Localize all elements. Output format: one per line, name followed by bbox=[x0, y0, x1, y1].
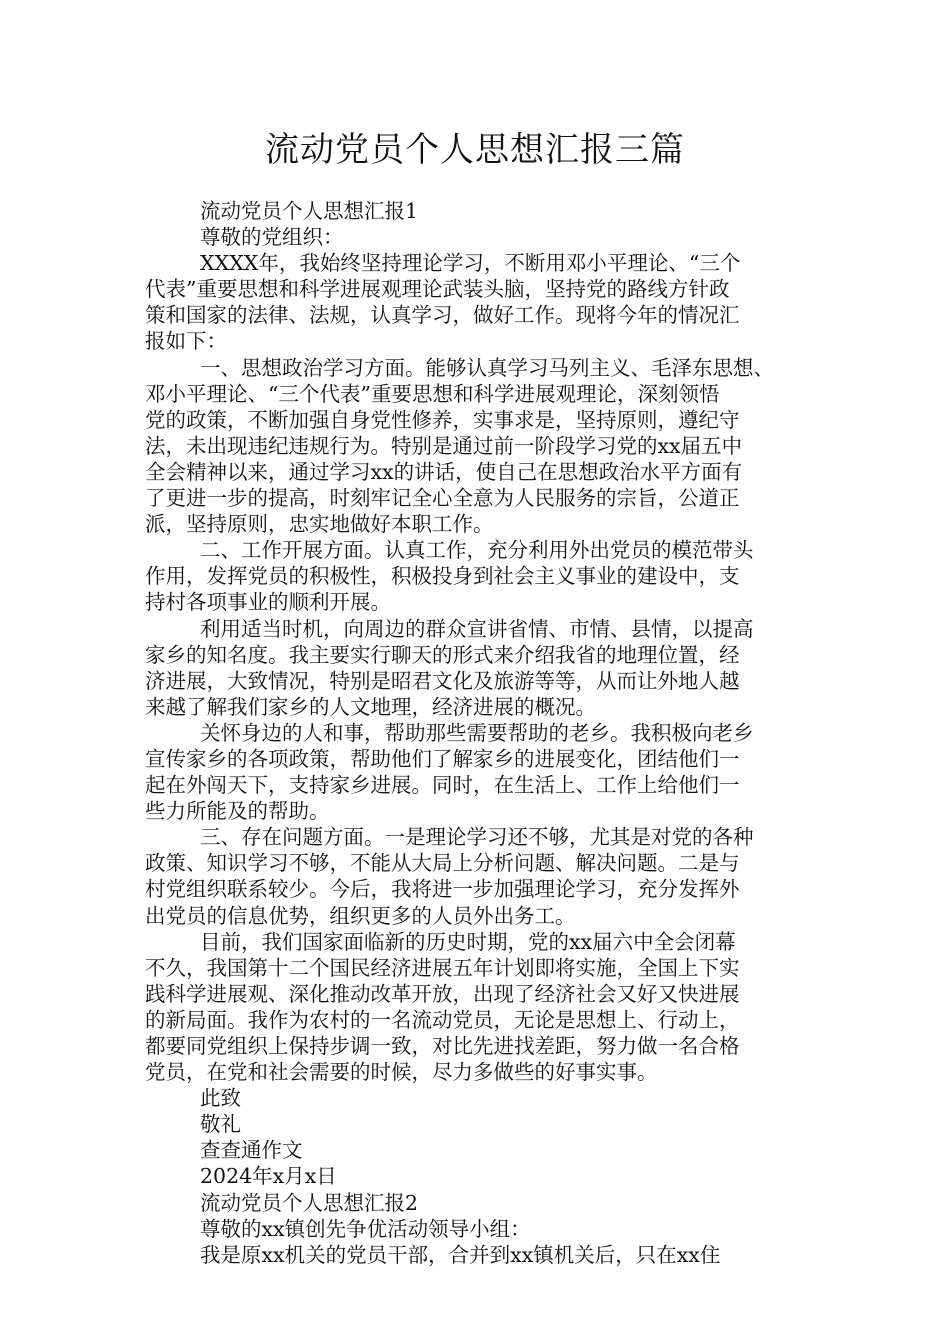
text-line: 不久，我国第十二个国民经济进展五年计划即将实施，全国上下实 bbox=[145, 955, 740, 980]
text-line: 党的政策，不断加强自身党性修养，实事求是，坚持原则，遵纪守 bbox=[145, 407, 740, 432]
text-line: 策和国家的法律、法规，认真学习，做好工作。现将今年的情况汇 bbox=[145, 303, 740, 328]
text-line: 法，未出现违纪违规行为。特别是通过前一阶段学习党的xx届五中 bbox=[145, 433, 743, 458]
text-line: 作用，发挥党员的积极性，积极投身到社会主义事业的建设中，支 bbox=[145, 564, 740, 589]
text-line: 流动党员个人思想汇报1 bbox=[200, 199, 419, 223]
text-line: 目前，我们国家面临新的历史时期，党的xx届六中全会闭幕 bbox=[200, 929, 736, 954]
text-line: 一、思想政治学习方面。能够认真学习马列主义、毛泽东思想、 bbox=[200, 355, 774, 380]
text-line: 济进展，大致情况，特别是昭君文化及旅游等等，从而让外地人越 bbox=[145, 668, 740, 693]
text-line: 宣传家乡的各项政策，帮助他们了解家乡的进展变化，团结他们一 bbox=[145, 746, 740, 771]
text-line: 都要同党组织上保持步调一致，对比先进找差距，努力做一名合格 bbox=[145, 1034, 740, 1058]
text-line: 些力所能及的帮助。 bbox=[145, 799, 330, 824]
text-line: 我是原xx机关的党员干部，合并到xx镇机关后，只在xx住 bbox=[200, 1242, 721, 1267]
text-line: 利用适当时机，向周边的群众宣讲省情、市情、县情，以提高 bbox=[200, 616, 754, 641]
text-line: 了更进一步的提高，时刻牢记全心全意为人民服务的宗旨，公道正 bbox=[145, 486, 740, 511]
text-line: 出党员的信息优势，组织更多的人员外出务工。 bbox=[145, 903, 576, 928]
text-line: 起在外闯天下，支持家乡进展。同时，在生活上、工作上给他们一 bbox=[145, 773, 740, 798]
text-line: 的新局面。我作为农村的一名流动党员，无论是思想上、行动上， bbox=[145, 1007, 740, 1032]
text-line: 全会精神以来，通过学习xx的讲话，使自己在思想政治水平方面有 bbox=[145, 459, 743, 484]
text-line: 派，坚持原则，忠实地做好本职工作。 bbox=[145, 512, 494, 537]
text-line: 党员，在党和社会需要的时候，尽力多做些的好事实事。 bbox=[145, 1060, 658, 1085]
text-line: 关怀身边的人和事，帮助那些需要帮助的老乡。我积极向老乡 bbox=[200, 720, 754, 745]
text-line: 持村各项事业的顺利开展。 bbox=[145, 590, 391, 615]
text-line: 二、工作开展方面。认真工作，充分利用外出党员的模范带头 bbox=[200, 538, 754, 563]
text-line: 家乡的知名度。我主要实行聊天的形式来介绍我省的地理位置，经 bbox=[145, 642, 740, 667]
text-line: 代表”重要思想和科学进展观理论武装头脑，坚持党的路线方针政 bbox=[145, 277, 730, 302]
text-line: 村党组织联系较少。今后，我将进一步加强理论学习，充分发挥外 bbox=[145, 877, 740, 902]
text-line: XXXX年，我始终坚持理论学习，不断用邓小平理论、“三个 bbox=[200, 251, 741, 276]
text-line: 尊敬的党组织： bbox=[200, 225, 344, 250]
text-line: 报如下： bbox=[145, 329, 227, 354]
text-line: 邓小平理论、“三个代表”重要思想和科学进展观理论，深刻领悟 bbox=[145, 381, 720, 406]
text-line: 来越了解我们家乡的人文地理，经济进展的概况。 bbox=[145, 694, 596, 719]
document-title: 流动党员个人思想汇报三篇 bbox=[265, 130, 685, 170]
text-line: 尊敬的xx镇创先争优活动领导小组： bbox=[200, 1216, 531, 1241]
text-line: 践科学进展观、深化推动改革开放，出现了经济社会又好又快进展 bbox=[145, 981, 740, 1006]
text-line: 查查通作文 bbox=[200, 1138, 303, 1163]
text-line: 三、存在问题方面。一是理论学习还不够，尤其是对党的各种 bbox=[200, 825, 754, 850]
text-line: 2024年x月x日 bbox=[200, 1164, 337, 1189]
text-line: 政策、知识学习不够，不能从大局上分析问题、解决问题。二是与 bbox=[145, 851, 740, 876]
text-line: 此致 bbox=[200, 1086, 241, 1111]
text-line: 敬礼 bbox=[200, 1112, 241, 1137]
text-line: 流动党员个人思想汇报2 bbox=[200, 1190, 419, 1215]
document-body bbox=[145, 198, 809, 1268]
